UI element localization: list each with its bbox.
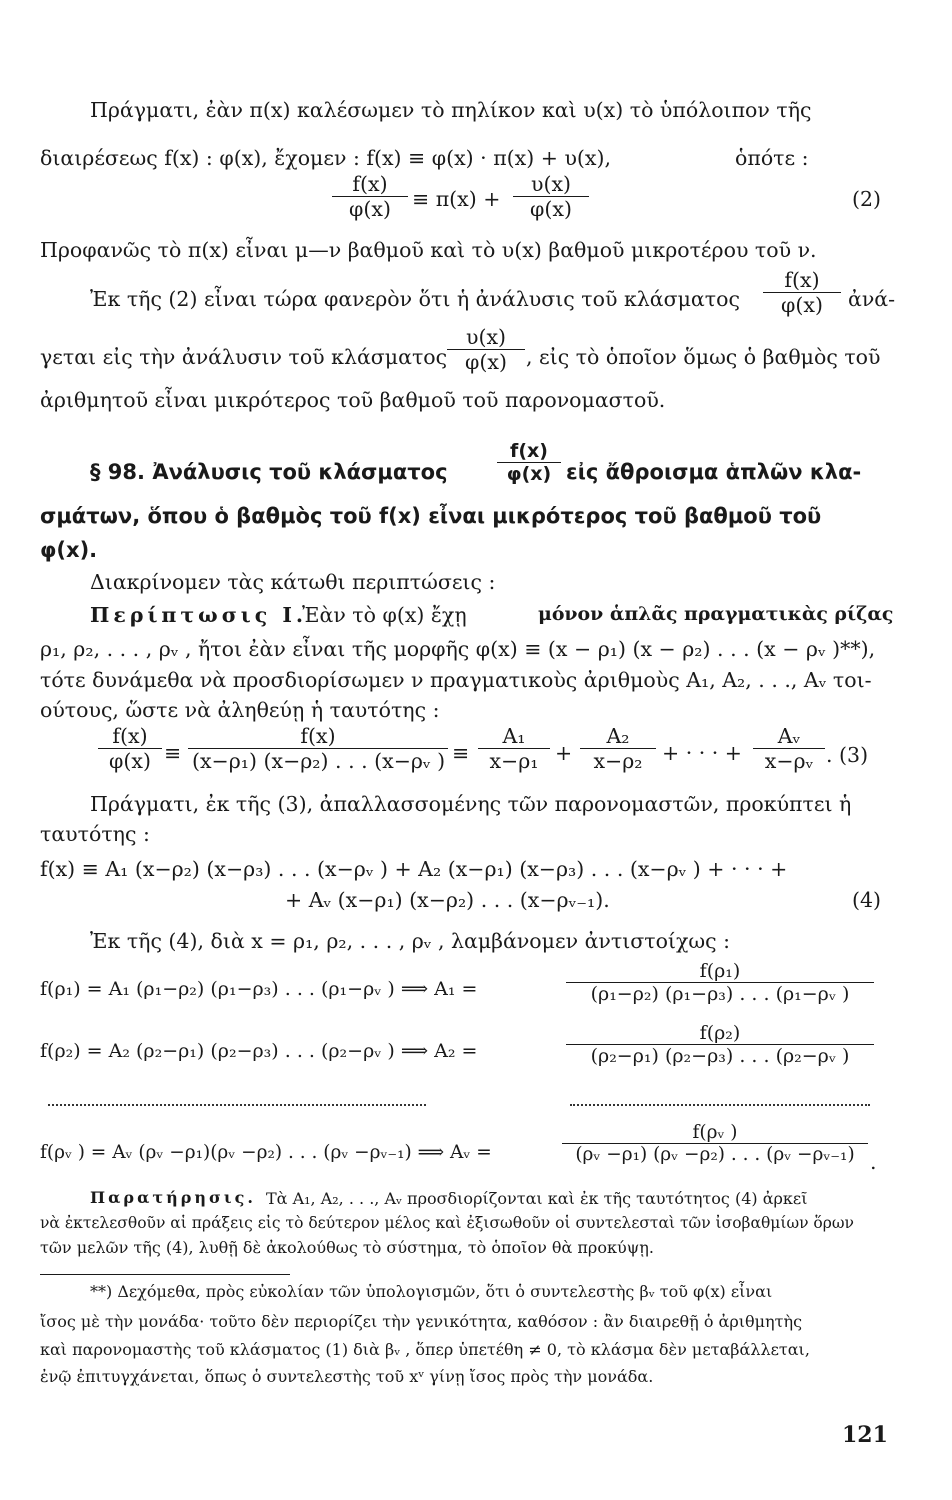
footnote-divider [40, 1274, 290, 1275]
coefficient-fraction-2 [566, 1022, 874, 1067]
numerator: υ(x) [530, 172, 572, 196]
remark-line-1: Τὰ A₁, A₂, . . ., Aᵥ προσδιορίζονται καὶ ἐκ τῆς ταυτότητος (4) ἀρκεῖ [266, 1189, 808, 1208]
remark-label: Παρατήρησις. [90, 1188, 256, 1207]
paragraph: Διακρίνομεν τὰς κάτωθι περιπτώσεις : [90, 570, 496, 594]
numerator: f(x) [300, 724, 336, 748]
equation-4-line-1: f(x) ≡ A₁ (x−ρ₂) (x−ρ₃) . . . (x−ρᵥ ) + A₂ (x−ρ₁) (x−ρ₃) . . . (x−ρᵥ ) + · · · + [40, 857, 788, 881]
body-line: ταυτότης : [40, 822, 150, 846]
denominator: φ(x) [763, 292, 841, 317]
denominator: x−ρ₁ [478, 748, 550, 773]
plus-sign: + [555, 741, 573, 765]
body-line: Πράγματι, ἐκ τῆς (3), ἀπαλλασσομένης τῶν παρονομαστῶν, προκύπτει ἡ [90, 792, 852, 816]
plus-ellipsis: + · · · + [662, 741, 742, 765]
denominator: (ρᵥ −ρ₁) (ρᵥ −ρ₂) . . . (ρᵥ −ρᵥ₋₁) [562, 1143, 868, 1165]
body-line: ούτους, ὥστε νὰ ἀληθεύῃ ἡ ταυτότης : [40, 698, 440, 722]
equation-4-line-2: + Aᵥ (x−ρ₁) (x−ρ₂) . . . (x−ρᵥ₋₁). [285, 888, 610, 912]
body-line: ρ₁, ρ₂, . . . , ρᵥ , ἤτοι ἐὰν εἶναι τῆς μορφῆς φ(x) ≡ (x − ρ₁) (x − ρ₂) . . . (x − ρᵥ )**), [40, 637, 876, 661]
body-line: τότε δυνάμεθα νὰ προσδιορίσωμεν ν πραγματικοὺς ἀριθμοὺς A₁, A₂, . . ., Aᵥ τοι- [40, 668, 872, 692]
dotted-line [48, 1104, 426, 1106]
case-label: Περίπτωσις I. [90, 603, 308, 627]
numerator: A₂ [606, 724, 630, 748]
dotted-line [570, 1104, 870, 1106]
intro-line-3: Προφανῶς τὸ π(x) εἶναι μ—ν βαθμοῦ καὶ τὸ υ(x) βαθμοῦ μικροτέρου τοῦ ν. [40, 238, 817, 262]
case-text: Ἐὰν τὸ φ(x) ἔχῃ [302, 603, 467, 627]
denominator: φ(x) [513, 196, 589, 221]
identity-sign: ≡ [452, 741, 470, 765]
coefficient-line-1: f(ρ₁) = A₁ (ρ₁−ρ₂) (ρ₁−ρ₃) . . . (ρ₁−ρᵥ ) ⟹ A₁ = [40, 978, 478, 1000]
page-number: 121 [842, 1422, 888, 1448]
inline-fraction [447, 325, 525, 374]
denominator: (x−ρ₁) (x−ρ₂) . . . (x−ρᵥ ) [188, 748, 448, 773]
equation-tag: (4) [852, 888, 882, 912]
numerator: f(ρ₁) [699, 960, 741, 982]
intro-line-4-end: ἀνά- [848, 287, 896, 311]
eq3-fraction [478, 724, 550, 773]
inline-fraction [763, 268, 841, 317]
numerator: f(x) [112, 724, 148, 748]
numerator: f(x) [784, 268, 820, 292]
coefficient-fraction-1 [566, 960, 874, 1005]
remark-line-3: τῶν μελῶν τῆς (4), λυθῇ δὲ ἀκολούθως τὸ σύστημα, τὸ ὁποῖον θὰ προκύψῃ. [40, 1238, 654, 1257]
eq2-middle: ≡ π(x) + [412, 187, 501, 211]
footnote-line-4: ἐνῷ ἐπιτυγχάνεται, ὅπως ὁ συντελεστὴς τοῦ xᵛ γίνῃ ἴσος πρὸς τὴν μονάδα. [40, 1367, 654, 1386]
footnote-line-1: **) Δεχόμεθα, πρὸς εὐκολίαν τῶν ὑπολογισμῶν, ὅτι ὁ συντελεστὴς βᵥ τοῦ φ(x) εἶναι [90, 1282, 773, 1301]
denominator: φ(x) [497, 462, 561, 485]
denominator: (ρ₂−ρ₁) (ρ₂−ρ₃) . . . (ρ₂−ρᵥ ) [566, 1044, 874, 1067]
identity-sign: ≡ [164, 741, 182, 765]
numerator: f(ρᵥ ) [692, 1122, 738, 1143]
equation-tag: . (3) [826, 743, 869, 767]
intro-line-1: Πράγματι, ἐὰν π(x) καλέσωμεν τὸ πηλίκον καὶ υ(x) τὸ ὑπόλοιπον τῆς [90, 98, 812, 122]
footnote-line-3: καὶ παρονομαστὴς τοῦ κλάσματος (1) διὰ βᵥ , ὅπερ ὑπετέθη ≠ 0, τὸ κλάσμα δὲν μεταβάλλεται, [40, 1340, 810, 1359]
denominator: φ(x) [332, 196, 408, 221]
intro-line-5-end: , εἰς τὸ ὁποῖον ὅμως ὁ βαθμὸς τοῦ [526, 345, 881, 369]
section-heading-end: εἰς ἄθροισμα ἁπλῶν κλα- [566, 460, 862, 484]
heading-fraction [497, 440, 561, 485]
numerator: f(x) [510, 440, 548, 462]
intro-line-2-end: ὁπότε : [735, 146, 809, 170]
eq2-fraction-2 [513, 172, 589, 221]
equation-tag: (2) [852, 187, 882, 211]
section-heading: § 98. Ἀνάλυσις τοῦ κλάσματος [90, 460, 448, 484]
denominator: x−ρ₂ [580, 748, 656, 773]
section-heading-line-3: φ(x). [40, 538, 98, 562]
intro-line-6: ἀριθμητοῦ εἶναι μικρότερος τοῦ βαθμοῦ τοῦ παρονομαστοῦ. [40, 388, 666, 412]
intro-line-5: γεται εἰς τὴν ἀνάλυσιν τοῦ κλάσματος [40, 345, 448, 369]
footnote-line-2: ἴσος μὲ τὴν μονάδα· τοῦτο δὲν περιορίζει τὴν γενικότητα, καθόσον : ἂν διαιρεθῇ ὁ ἀριθμητὴς [40, 1312, 803, 1331]
eq3-fraction [98, 724, 162, 773]
numerator: υ(x) [465, 325, 507, 349]
case-bold-text: μόνον ἁπλᾶς πραγματικὰς ρίζας [538, 603, 894, 625]
numerator: f(x) [352, 172, 388, 196]
intro-line-4: Ἐκ τῆς (2) εἶναι τώρα φανερὸν ὅτι ἡ ἀνάλυσις τοῦ κλάσματος [90, 287, 740, 311]
eq2-fraction-1 [332, 172, 408, 221]
numerator: Aᵥ [777, 724, 801, 748]
intro-line-2: διαιρέσεως f(x) : φ(x), ἔχομεν : f(x) ≡ φ(x) · π(x) + υ(x), [40, 146, 611, 170]
period: . [870, 1150, 877, 1174]
remark-line-2: νὰ ἐκτελεσθοῦν αἱ πράξεις εἰς τὸ δεύτερον μέλος καὶ ἐξισωθοῦν οἱ συντελεσταὶ τῶν ἰσοβαθμίων ὅρων [40, 1214, 854, 1232]
body-line: Ἐκ τῆς (4), διὰ x = ρ₁, ρ₂, . . . , ρᵥ , λαμβάνομεν ἀντιστοίχως : [90, 929, 731, 953]
eq3-fraction [188, 724, 448, 773]
eq3-fraction [753, 724, 825, 773]
coefficient-line-2: f(ρ₂) = A₂ (ρ₂−ρ₁) (ρ₂−ρ₃) . . . (ρ₂−ρᵥ ) ⟹ A₂ = [40, 1040, 478, 1062]
eq3-fraction [580, 724, 656, 773]
denominator: x−ρᵥ [753, 748, 825, 773]
section-heading-line-2: σμάτων, ὅπου ὁ βαθμὸς τοῦ f(x) εἶναι μικρότερος τοῦ βαθμοῦ τοῦ [40, 504, 822, 528]
denominator: φ(x) [447, 349, 525, 374]
numerator: f(ρ₂) [699, 1022, 741, 1044]
coefficient-fraction-v [562, 1122, 868, 1165]
denominator: (ρ₁−ρ₂) (ρ₁−ρ₃) . . . (ρ₁−ρᵥ ) [566, 982, 874, 1005]
coefficient-line-v: f(ρᵥ ) = Aᵥ (ρᵥ −ρ₁)(ρᵥ −ρ₂) . . . (ρᵥ −ρᵥ₋₁) ⟹ Aᵥ = [40, 1142, 492, 1163]
numerator: A₁ [502, 724, 526, 748]
denominator: φ(x) [98, 748, 162, 773]
